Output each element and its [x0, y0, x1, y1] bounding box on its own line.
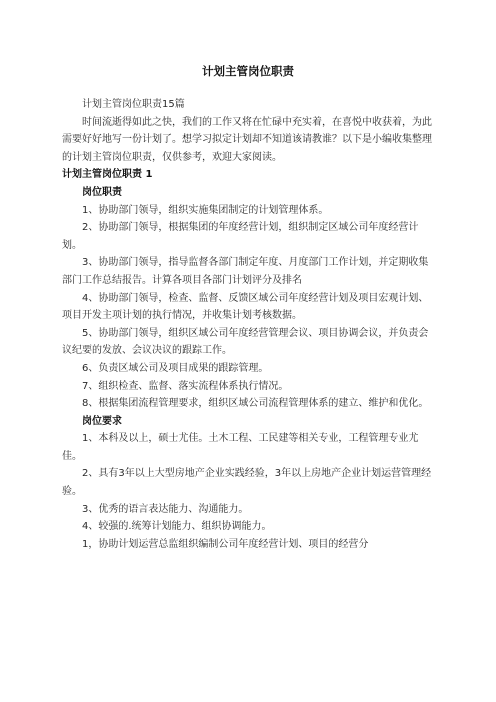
duty-item: 2、协助部门领导，根据集团的年度经营计划，组织制定区域公司年度经营计划。 — [62, 222, 419, 251]
duty-item: 7、组织检查、监督、落实流程体系执行情况。 — [82, 380, 289, 392]
duty-item: 4、协助部门领导，检查、监督、反馈区域公司年度经营计划及项目宏观计划、项目开发主项计划的执行情况，并收集计划考核数据。 — [62, 292, 429, 322]
requirement-item: 2、具有3年以上大型房地产企业实践经验，3年以上房地产企业计划运营管理经验。 — [62, 468, 432, 498]
intro-paragraph: 时间流逝得如此之快，我们的工作又将在忙碌中充实着，在喜悦中收获着，为此需要好好地写一份计划了。想学习拟定计划却不知道该请教谁？以下是小编收集整理的计划主管岗位职责，仅供参考，欢迎大家阅读。 — [62, 116, 432, 163]
duty-item: 5、协助部门领导，组织区域公司年度经营管理会议、项目协调会议，并负责会议纪要的发放、会议决议的跟踪工作。 — [62, 327, 429, 357]
duty-item: 6、负责区域公司及项目成果的跟踪管理。 — [82, 362, 269, 374]
requirement-item: 4、较强的.统筹计划能力、组织协调能力。 — [82, 521, 272, 533]
duty-item: 3、协助部门领导，指导监督各部门制定年度、月度部门工作计划，并定期收集部门工作总结报告。计算各项目各部门计划评分及排名 — [62, 257, 429, 286]
document-body — [62, 96, 436, 553]
requirement-item: 3、优秀的语言表达能力、沟通能力。 — [82, 503, 249, 515]
duty-item: 8、根据集团流程管理要求，组织区域公司流程管理体系的建立、维护和优化。 — [82, 398, 429, 410]
requirements-heading: 岗位要求 — [82, 415, 122, 427]
section-heading: 计划主管岗位职责 1 — [62, 169, 153, 181]
document-title: 计划主管岗位职责 — [202, 64, 294, 78]
document-subtitle: 计划主管岗位职责15篇 — [82, 99, 185, 110]
duty-item: 1、协助部门领导，组织实施集团制定的计划管理体系。 — [82, 204, 329, 216]
duties-heading: 岗位职责 — [82, 186, 122, 198]
requirement-item: 1、本科及以上，硕士尤佳。土木工程、工民建等相关专业，工程管理专业尤佳。 — [62, 433, 419, 462]
requirement-item: 1，协助计划运营总监组织编制公司年度经营计划、项目的经营分 — [82, 538, 369, 550]
